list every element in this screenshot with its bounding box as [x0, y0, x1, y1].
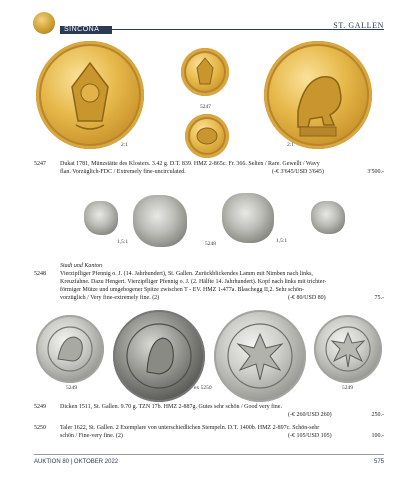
coin-5250-obverse — [113, 310, 205, 402]
lot-5248-line-2: Kreuzfahne. Dazu Hengert. Vierzipfliger Pfennig o. J. (2. Hälfte 14. Jahrhundert). Kopf nach links mit trichter- — [60, 279, 327, 285]
lot-5248-price: 75.- — [374, 295, 384, 301]
coin-5247-reverse-small — [185, 114, 229, 158]
lot-5247-line-2: flan. Vorzüglich-FDC / Extremely fine-uncirculated. — [60, 169, 186, 175]
scale-label-right: 2:1 — [287, 142, 295, 148]
coin-5249-reverse — [314, 315, 382, 383]
lot-number-5248: 5248 — [34, 271, 46, 277]
lot-5250-estimate: (-€ 105/USD 105) — [288, 433, 332, 439]
lot-5249-estimate: (-€ 260/USD 260) — [288, 412, 332, 418]
coin-5247-obverse-large — [36, 41, 144, 149]
bracteate-5248-a-large — [133, 195, 187, 247]
lot-5248-line-4: vorzüglich / Very fine-extremely fine. (2) — [60, 295, 160, 301]
lot-5248-image-mark: 5248 — [205, 241, 216, 247]
lot-number-5249: 5249 — [34, 404, 46, 410]
lot-5247-price: 3'500.- — [367, 169, 384, 175]
lot-5247-line-1: Dukat 1781, Münzstätte des Klosters. 3.42 g. D.T. 839. HMZ 2-865c. Fr. 366. Selten / Rare. Gewellt / Wavy — [60, 161, 320, 167]
coin-5247-obverse-small — [181, 48, 229, 96]
scale-label-bracteate-left: 1,5:1 — [117, 239, 129, 245]
lot-5249-price: 250.- — [371, 412, 384, 418]
header-region: ST. GALLEN — [333, 21, 384, 30]
lot-5248-estimate: (-€ 80/USD 80) — [288, 295, 326, 301]
scale-label-bracteate-right: 1,5:1 — [276, 238, 288, 244]
lot-5250-image-mark: ex 5250 — [194, 385, 212, 391]
coin-5249-obverse — [36, 315, 104, 383]
footer-auction: AUKTION 80 | OKTOBER 2022 — [34, 459, 119, 465]
lot-5250-line-2: schön / Fine-very fine. (2) — [60, 433, 123, 439]
section-heading: Stadt und Kanton — [60, 263, 103, 269]
lot-number-5250: 5250 — [34, 425, 46, 431]
header-section: SINCONA — [64, 26, 100, 33]
lot-number-5247: 5247 — [34, 161, 46, 167]
lot-5249-line-1: Dicken 1511, St. Gallen. 9.70 g. TZN 17b. HMZ 2-887g. Gutes sehr schön / Good very fine. — [60, 404, 282, 410]
lot-5249-image-mark-right: 5249 — [342, 385, 353, 391]
lot-5250-price: 100.- — [371, 433, 384, 439]
scale-label-left: 2:1 — [121, 142, 129, 148]
coin-5250-reverse — [214, 310, 306, 402]
sincona-logo — [33, 12, 55, 34]
page-number: 575 — [373, 459, 384, 465]
coin-5247-reverse-large — [264, 41, 372, 149]
lot-5247-image-mark: 5247 — [200, 104, 211, 110]
bracteate-5248-a-small — [84, 201, 118, 235]
footer-rule — [34, 454, 384, 455]
lot-5248-line-1: Vierzipfliger Pfennig o. J. (14. Jahrhundert), St. Gallen. Zurückblickendes Lamm mit Nimben nach links, — [60, 271, 313, 277]
lot-5248-line-3: förmiger Mütze und umgebogener Spitze zwischen T - EV. HMZ 1-477a. Blaschegg II,2. Sehr schön- — [60, 287, 304, 293]
lot-5250-line-1: Taler 1622, St. Gallen. 2 Exemplare von unterschiedlichen Stempeln. D.T. 1400b. HMZ 2-897c. Schön-sehr — [60, 425, 320, 431]
lot-5247-estimate: (-€ 3'645/USD 3'645) — [272, 169, 324, 175]
lot-5249-image-mark-left: 5249 — [66, 385, 77, 391]
bracteate-5248-b-small — [311, 201, 345, 234]
bracteate-5248-b-large — [222, 193, 274, 243]
